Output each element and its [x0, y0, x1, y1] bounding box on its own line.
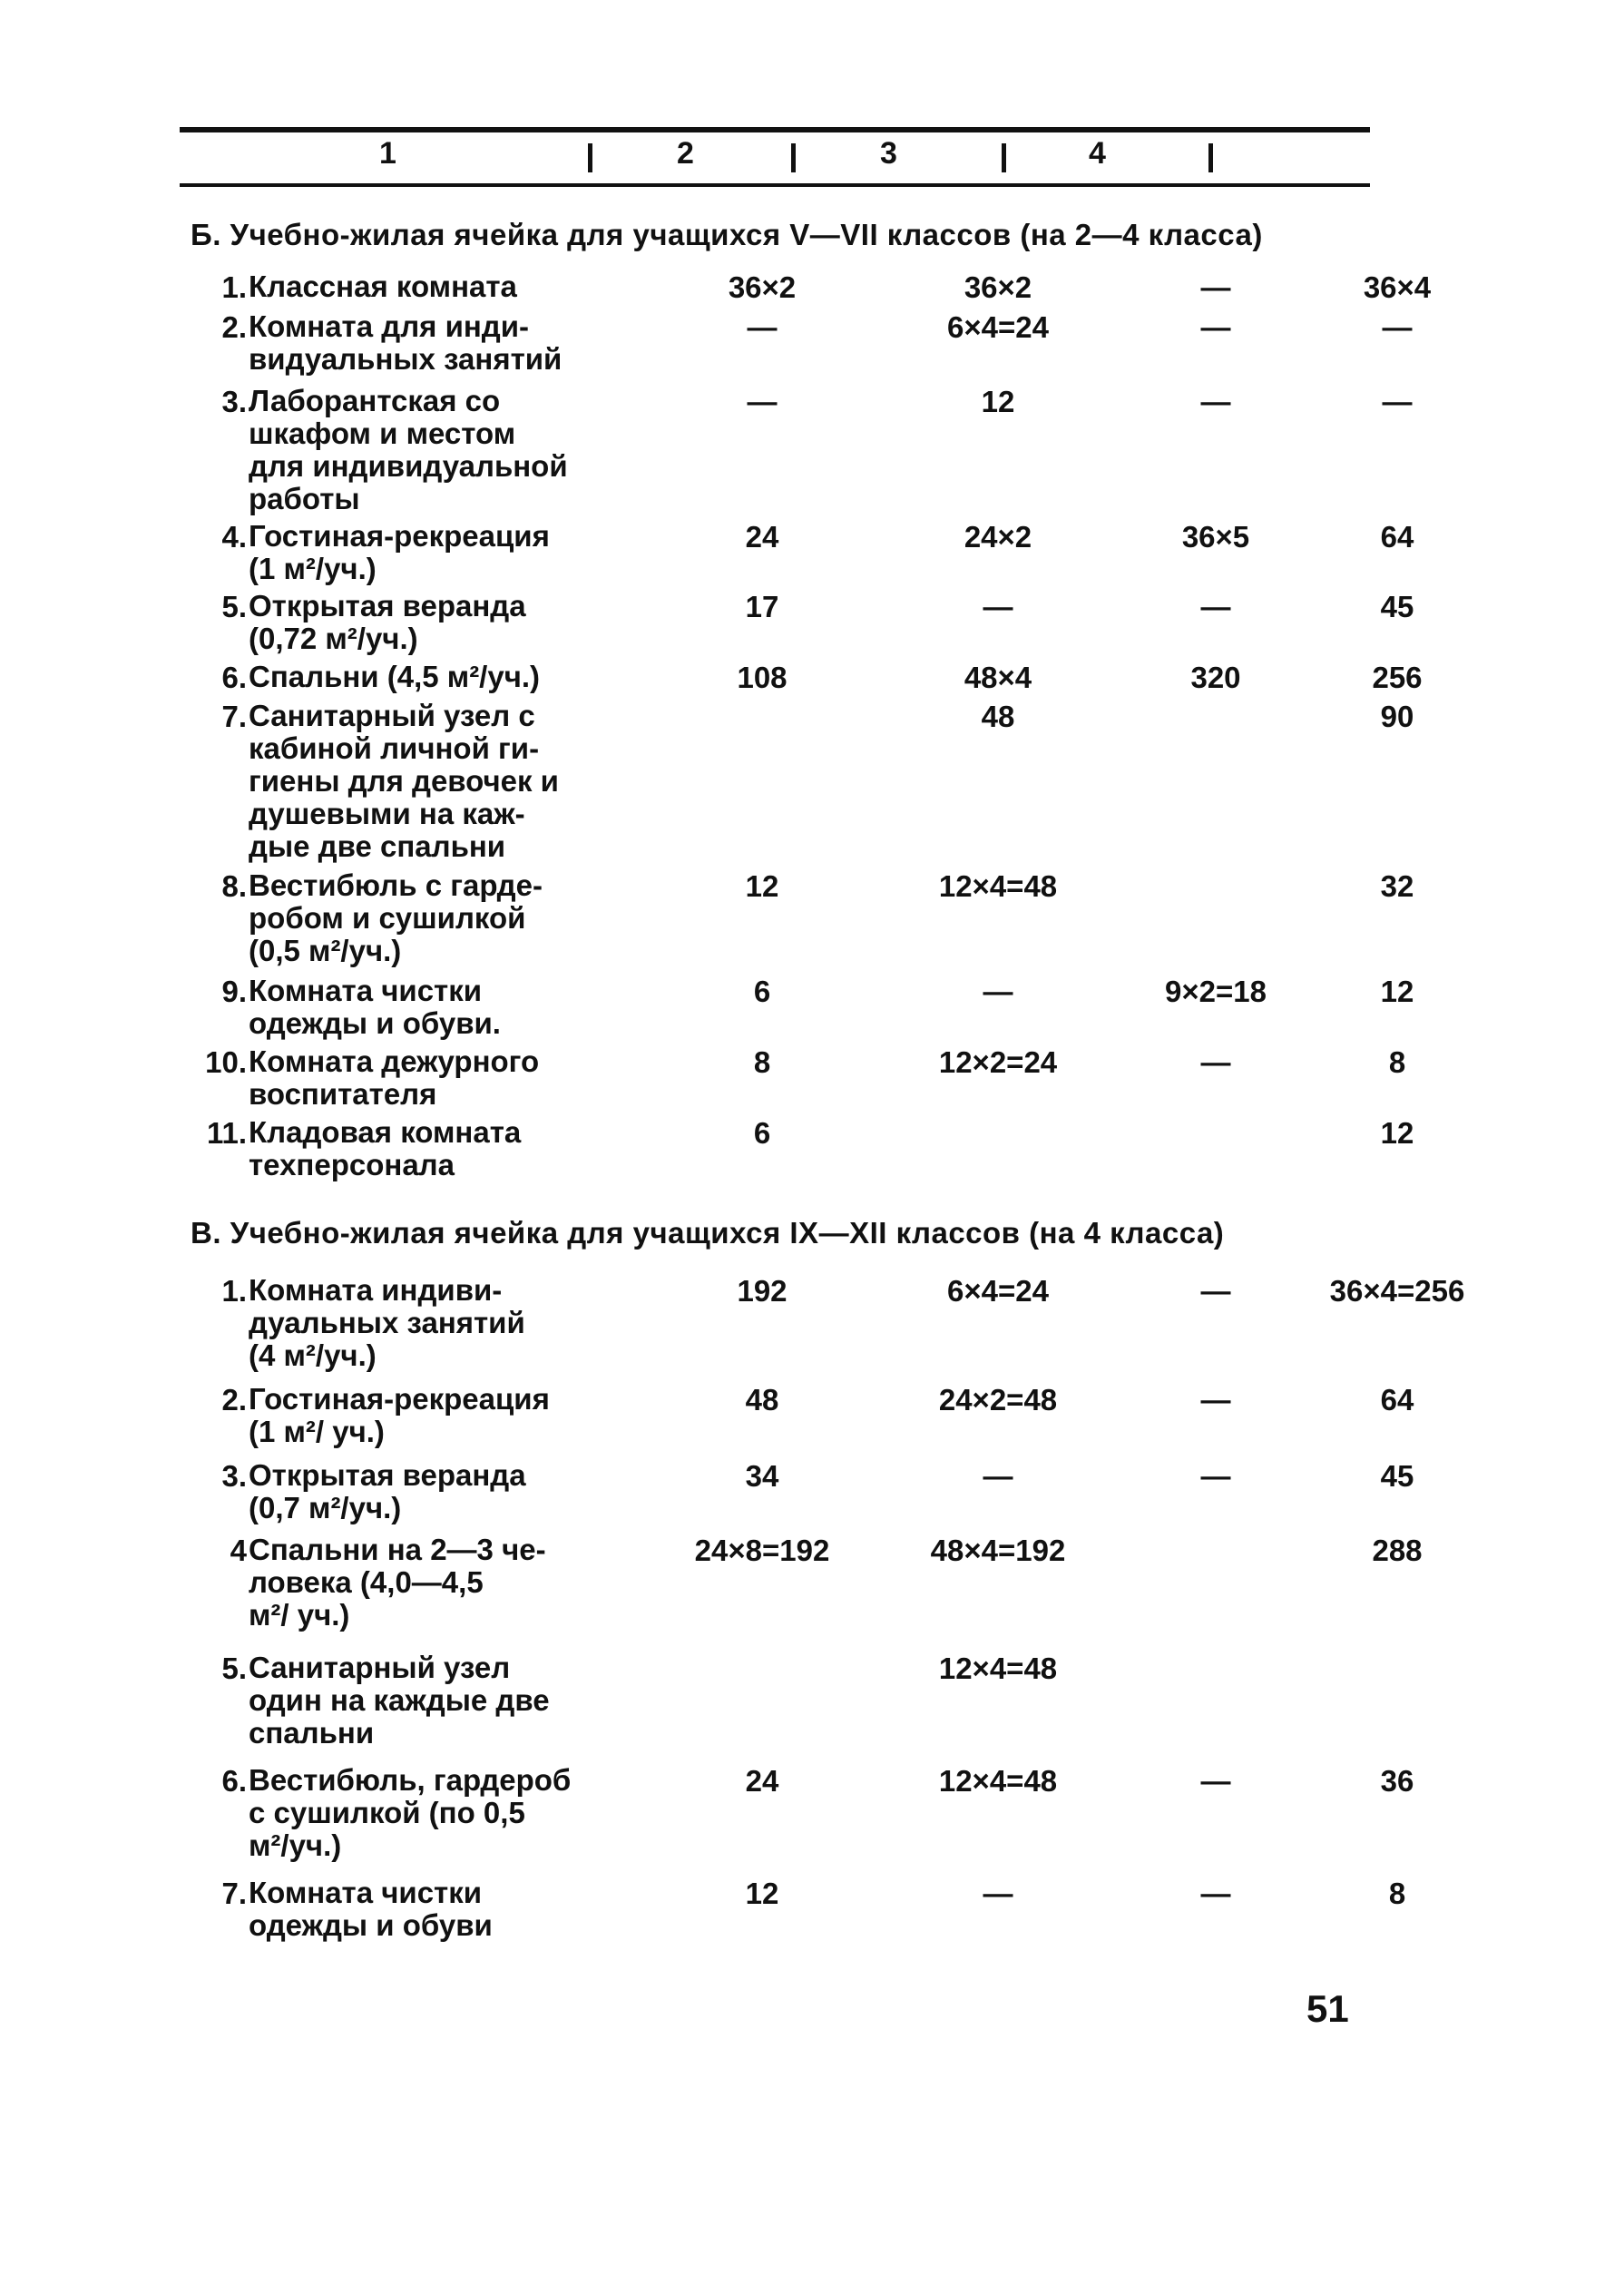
- cell-c5: 36×4: [1363, 270, 1432, 304]
- cell-c2: 108: [737, 661, 788, 694]
- cell-c2: 17: [745, 590, 779, 623]
- row-number: 1.: [221, 1274, 247, 1308]
- cell-c2: 6: [753, 1116, 771, 1150]
- room-name-line: одежды и обуви: [249, 1908, 493, 1942]
- room-name-line: для индивидуальной: [249, 449, 568, 483]
- cell-c2: —: [747, 385, 778, 418]
- cell-c2: 192: [737, 1274, 788, 1308]
- room-name-line: робом и сушилкой: [249, 901, 526, 935]
- room-name-line: Вестибюль, гардероб: [249, 1763, 572, 1797]
- cell-c2: 34: [745, 1459, 779, 1493]
- cell-c5: 45: [1380, 590, 1414, 623]
- room-name-line: Классная комната: [249, 270, 517, 303]
- cell-c4: 320: [1190, 661, 1241, 694]
- cell-c5: 64: [1380, 520, 1414, 554]
- room-name-line: дуальных занятий: [249, 1306, 525, 1339]
- row-number: 6.: [221, 1764, 247, 1798]
- cell-c5: 32: [1380, 869, 1414, 903]
- cell-c2: 6: [753, 975, 771, 1008]
- top-rule: [180, 127, 1370, 132]
- row-number: 4.: [221, 520, 247, 554]
- cell-c5: 8: [1388, 1045, 1406, 1079]
- section-b-title: Б. Учебно-жилая ячейка для учащихся V—VII классов (на 2—4 класса): [191, 218, 1263, 251]
- cell-c4: —: [1200, 270, 1231, 304]
- cell-c5: —: [1382, 310, 1413, 344]
- room-name-line: Спальни на 2—3 че-: [249, 1533, 546, 1566]
- header-separator: [791, 143, 796, 172]
- cell-c5: 288: [1372, 1534, 1423, 1567]
- cell-c3: 48: [981, 700, 1015, 733]
- header-col-2: 2: [677, 136, 694, 171]
- cell-c5: 12: [1380, 975, 1414, 1008]
- cell-c3: 36×2: [964, 270, 1032, 304]
- cell-c2: 24: [745, 520, 779, 554]
- room-name-line: м²/уч.): [249, 1828, 342, 1862]
- cell-c5: 256: [1372, 661, 1423, 694]
- header-separator: [1208, 143, 1213, 172]
- room-name-line: гиены для девочек и: [249, 764, 559, 798]
- row-number: 4: [230, 1534, 247, 1567]
- room-name: [249, 700, 775, 863]
- cell-c3: —: [983, 1877, 1013, 1910]
- room-name-line: Лаборантская со: [249, 384, 501, 417]
- cell-c2: 12: [745, 869, 779, 903]
- cell-c3: 24×2: [964, 520, 1032, 554]
- room-name-line: с сушилкой (по 0,5: [249, 1796, 525, 1829]
- room-name-line: Открытая веранда: [249, 1458, 526, 1492]
- row-number: 1.: [221, 270, 247, 304]
- cell-c2: 36×2: [728, 270, 797, 304]
- room-name-line: шкафом и местом: [249, 417, 516, 450]
- cell-c2: 48: [745, 1383, 779, 1416]
- cell-c2: 24: [745, 1764, 779, 1798]
- room-name-line: работы: [249, 482, 360, 515]
- cell-c4: —: [1200, 1764, 1231, 1798]
- cell-c5: 36: [1380, 1764, 1414, 1798]
- row-number: 11.: [206, 1116, 247, 1150]
- cell-c2: —: [747, 310, 778, 344]
- cell-c4: 9×2=18: [1165, 975, 1267, 1008]
- room-name-line: Санитарный узел: [249, 1651, 511, 1684]
- room-name-line: Комната для инди-: [249, 309, 530, 343]
- row-number: 3.: [221, 385, 247, 418]
- header-col-4: 4: [1089, 136, 1106, 171]
- cell-c3: —: [983, 975, 1013, 1008]
- cell-c4: —: [1200, 590, 1231, 623]
- cell-c5: 64: [1380, 1383, 1414, 1416]
- room-name-line: Гостиная-рекреация: [249, 1382, 550, 1416]
- room-name-line: Гостиная-рекреация: [249, 519, 550, 553]
- room-name-line: Санитарный узел с: [249, 699, 535, 732]
- room-name-line: (4 м²/уч.): [249, 1338, 377, 1372]
- room-name-line: техперсонала: [249, 1148, 455, 1181]
- room-name-line: Комната дежурного: [249, 1044, 540, 1078]
- cell-c5: 36×4=256: [1329, 1274, 1465, 1308]
- row-number: 5.: [221, 590, 247, 623]
- room-name-line: (0,72 м²/уч.): [249, 622, 418, 655]
- row-number: 9.: [221, 975, 247, 1008]
- cell-c3: 12×4=48: [938, 869, 1058, 903]
- header-col-3: 3: [880, 136, 897, 171]
- header-col-1: 1: [379, 136, 396, 171]
- cell-c3: 48×4=192: [930, 1534, 1066, 1567]
- room-name-line: Комната индиви-: [249, 1273, 503, 1307]
- cell-c3: —: [983, 1459, 1013, 1493]
- cell-c3: 12: [981, 385, 1015, 418]
- row-number: 3.: [221, 1459, 247, 1493]
- cell-c3: 12×4=48: [938, 1652, 1058, 1685]
- room-name-line: видуальных занятий: [249, 342, 563, 376]
- row-number: 2.: [221, 310, 247, 344]
- room-name-line: Открытая веранда: [249, 589, 526, 622]
- cell-c5: —: [1382, 385, 1413, 418]
- cell-c4: —: [1200, 385, 1231, 418]
- row-number: 8.: [221, 869, 247, 903]
- cell-c3: 12×4=48: [938, 1764, 1058, 1798]
- room-name-line: воспитателя: [249, 1077, 437, 1111]
- row-number: 2.: [221, 1383, 247, 1416]
- room-name-line: Вестибюль с гарде-: [249, 868, 543, 902]
- room-name-line: дые две спальни: [249, 829, 506, 863]
- cell-c3: 6×4=24: [947, 1274, 1049, 1308]
- section-v-title: В. Учебно-жилая ячейка для учащихся IX—XII классов (на 4 класса): [191, 1216, 1225, 1250]
- room-name-line: Комната чистки: [249, 974, 483, 1007]
- room-name-line: душевыми на каж-: [249, 797, 525, 830]
- header-bottom-rule: [180, 183, 1370, 187]
- page-number: 51: [1306, 1987, 1349, 2030]
- cell-c4: —: [1200, 1877, 1231, 1910]
- cell-c4: —: [1200, 1459, 1231, 1493]
- room-name-line: одежды и обуви.: [249, 1006, 501, 1040]
- cell-c3: 24×2=48: [938, 1383, 1058, 1416]
- room-name: [249, 1652, 775, 1750]
- room-name-line: ловека (4,0—4,5: [249, 1565, 484, 1599]
- room-name-line: кабиной личной ги-: [249, 731, 540, 765]
- room-name-line: спальни: [249, 1716, 375, 1750]
- cell-c5: 8: [1388, 1877, 1406, 1910]
- room-name-line: (1 м²/ уч.): [249, 1415, 385, 1448]
- room-name-line: один на каждые две: [249, 1683, 550, 1717]
- row-number: 10.: [205, 1045, 247, 1079]
- cell-c5: 12: [1380, 1116, 1414, 1150]
- header-separator: [588, 143, 592, 172]
- cell-c2: 24×8=192: [694, 1534, 830, 1567]
- cell-c3: —: [983, 590, 1013, 623]
- row-number: 5.: [221, 1652, 247, 1685]
- row-number: 7.: [221, 1877, 247, 1910]
- room-name-line: Комната чистки: [249, 1876, 483, 1909]
- row-number: 6.: [221, 661, 247, 694]
- room-name-line: Кладовая комната: [249, 1115, 522, 1149]
- cell-c5: 45: [1380, 1459, 1414, 1493]
- room-name-line: м²/ уч.): [249, 1598, 350, 1632]
- cell-c2: 12: [745, 1877, 779, 1910]
- cell-c4: —: [1200, 1274, 1231, 1308]
- cell-c4: 36×5: [1181, 520, 1250, 554]
- cell-c3: 12×2=24: [938, 1045, 1058, 1079]
- header-separator: [1002, 143, 1006, 172]
- cell-c3: 6×4=24: [947, 310, 1049, 344]
- room-name-line: (0,7 м²/уч.): [249, 1491, 402, 1524]
- cell-c4: —: [1200, 1045, 1231, 1079]
- cell-c5: 90: [1380, 700, 1414, 733]
- room-name-line: (1 м²/уч.): [249, 552, 377, 585]
- room-name-line: Спальни (4,5 м²/уч.): [249, 660, 541, 693]
- cell-c4: —: [1200, 310, 1231, 344]
- row-number: 7.: [221, 700, 247, 733]
- cell-c3: 48×4: [964, 661, 1032, 694]
- cell-c2: 8: [753, 1045, 771, 1079]
- room-name-line: (0,5 м²/уч.): [249, 934, 402, 967]
- cell-c4: —: [1200, 1383, 1231, 1416]
